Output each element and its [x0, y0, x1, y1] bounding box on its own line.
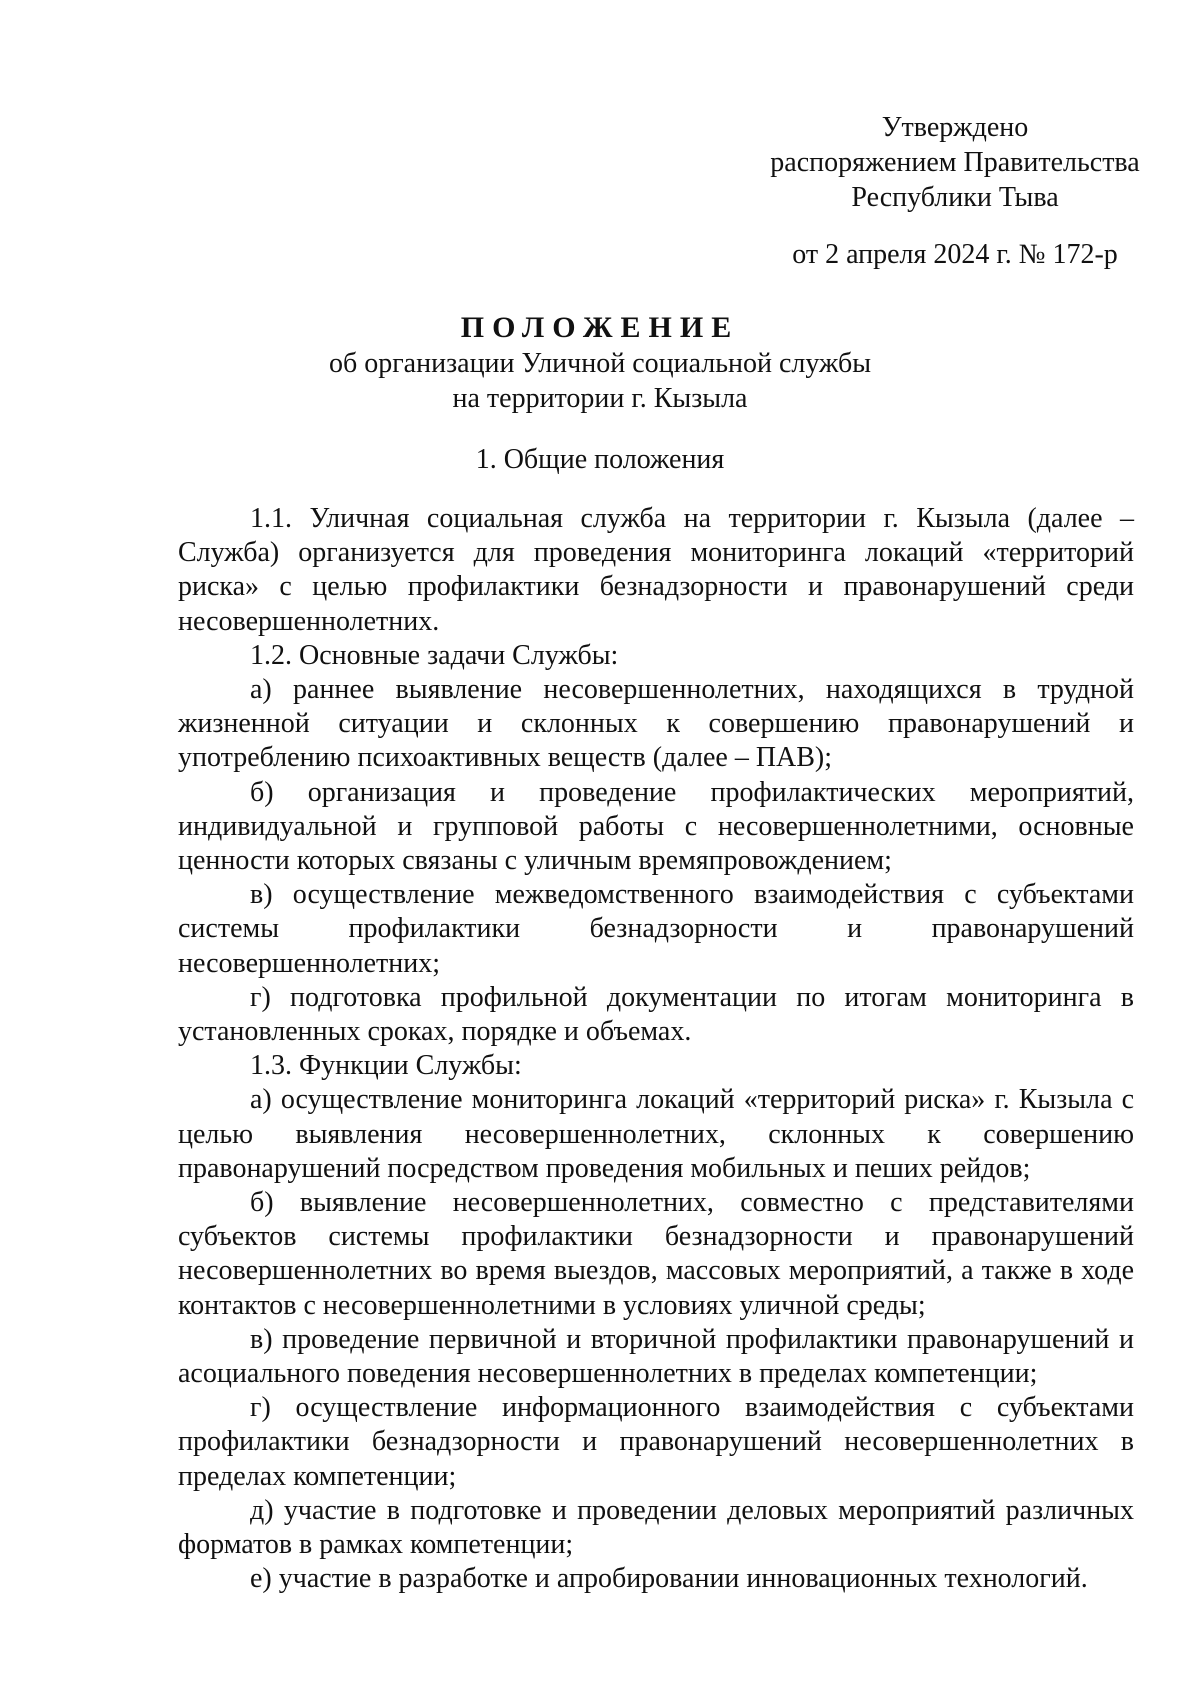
function-item-b: б) выявление несовершеннолетних, совместно с представителями субъектов системы профилактики безнадзорности и правонарушений несовершеннолетних во время выездов, массовых мероприятий, а также в ходе контактов с несовершеннолетними в условиях уличной среды; — [178, 1187, 1134, 1321]
paragraph-1-2: 1.2. Основные задачи Службы: — [250, 639, 619, 671]
task-item-g: г) подготовка профильной документации по итогам мониторинга в установленных сроках, порядке и объемах. — [178, 981, 1134, 1048]
function-item-a: а) осуществление мониторинга локаций «территорий риска» г. Кызыла с целью выявления несовершеннолетних, склонных к совершению правонарушений посредством проведения мобильных и пеших рейдов; — [178, 1084, 1134, 1184]
document-subtitle-line-2: на территории г. Кызыла — [452, 383, 748, 414]
document-subtitle-line-1: об организации Уличной социальной службы — [328, 348, 872, 379]
function-item-g: г) осуществление информационного взаимодействия с субъектами профилактики безнадзорности и правонарушений несовершеннолетних в пределах компетенции; — [178, 1392, 1134, 1492]
document-body — [178, 502, 1134, 1597]
task-item-a: а) раннее выявление несовершеннолетних, находящихся в трудной жизненной ситуации и склонных к совершению правонарушений и употреблению психоактивных веществ (далее – ПАВ); — [178, 674, 1134, 774]
approval-line-order: распоряжением Правительства — [770, 147, 1140, 178]
function-item-v: в) проведение первичной и вторичной профилактики правонарушений и асоциального поведения несовершеннолетних в пределах компетенции; — [178, 1323, 1134, 1390]
task-item-b: б) организация и проведение профилактических мероприятий, индивидуальной и групповой работы с несовершеннолетними, основные ценности которых связаны с уличным времяпровождением; — [178, 776, 1134, 877]
approval-date: от 2 апреля 2024 г. № 172-р — [792, 239, 1118, 270]
paragraph-1-3: 1.3. Функции Службы: — [250, 1050, 522, 1082]
task-item-v: в) осуществление межведомственного взаимодействия с субъектами системы профилактики безнадзорности и правонарушений несовершеннолетних; — [178, 879, 1134, 979]
document-header — [100, 310, 1100, 477]
function-item-d: д) участие в подготовке и проведении деловых мероприятий различных форматов в рамках компетенции; — [178, 1494, 1134, 1561]
approval-line-republic: Республики Тыва — [851, 182, 1059, 213]
function-item-e: е) участие в разработке и апробировании инновационных технологий. — [250, 1563, 1088, 1595]
document-title: ПОЛОЖЕНИЕ — [460, 311, 740, 344]
section-heading: 1. Общие положения — [475, 444, 725, 475]
approval-line-approved: Утверждено — [881, 112, 1029, 143]
paragraph-1-1: 1.1. Уличная социальная служба на территории г. Кызыла (далее – Служба) организуется для проведения мониторинга локаций «территорий риска» с целью профилактики безнадзорности и правонарушений среди несовершеннолетних. — [178, 503, 1134, 637]
approval-stamp — [740, 110, 1170, 272]
